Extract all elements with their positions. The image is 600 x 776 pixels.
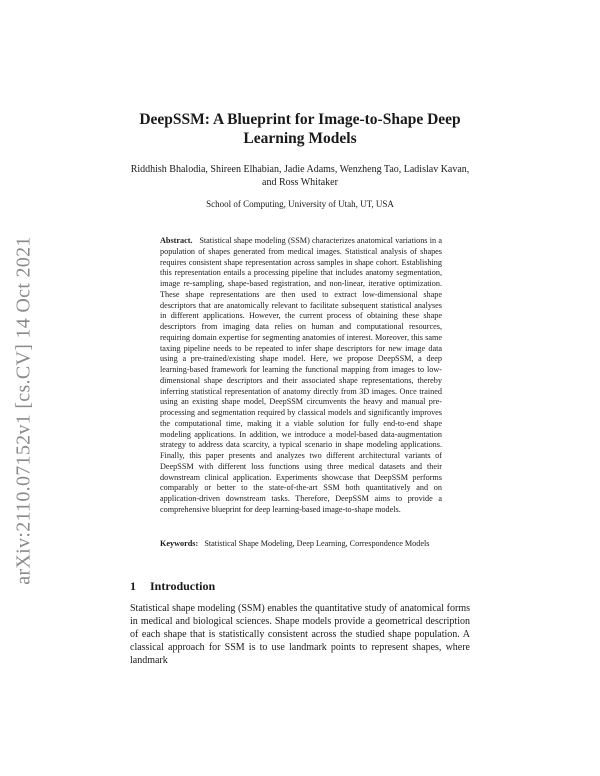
section-heading-introduction <box>130 579 215 594</box>
keywords-text: Statistical Shape Modeling, Deep Learning, Correspondence Models <box>204 539 430 548</box>
abstract-label: Abstract. <box>160 236 198 245</box>
section-title: Introduction <box>150 579 216 593</box>
author-list: Riddhish Bhalodia, Shireen Elhabian, Jadie Adams, Wenzheng Tao, Ladislav Kavan, and Ross Whitaker <box>130 164 470 188</box>
arxiv-identifier-stamp <box>9 230 39 590</box>
section-number: 1 <box>130 579 136 593</box>
abstract-block <box>160 236 442 516</box>
affiliation: School of Computing, University of Utah, UT, USA <box>206 199 394 209</box>
abstract-text: Statistical shape modeling (SSM) characterizes anatomical variations in a population of shapes generated from medical images. Statistical analysis of shapes requires consistent shape representation across samples in shape cohort. Establishing this representation entails a processing pipeline that includes anatomy segmentation, image re-sampling, shape-based registration, and non-linear, iterative optimization. These shape representations are then used to extract low-dimensional shape descriptors that are anatomically relevant to facilitate subsequent statistical analyses in different applications. However, the current process of obtaining these shape descriptors from imaging data relies on human and computational resources, requiring domain expertise for segmenting anatomies of interest. Moreover, this same taxing pipeline needs to be repeated to infer shape descriptors for new image data using a pre-trained/existing shape model. Here, we propose DeepSSM, a deep learning-based framework for learning the functional mapping from images to low-dimensional shape descriptors and their associated shape representations, thereby inferring statistical representation of anatomy directly from 3D images. Once trained using an existing shape model, DeepSSM circumvents the heavy and manual pre-processing and segmentation required by classical models and significantly improves the computational time, making it a viable solution for fully end-to-end shape modeling applications. In addition, we introduce a model-based data-augmentation strategy to address data scarcity, a typical scenario in shape modeling applications. Finally, this paper presents and analyzes two different architectural variants of DeepSSM with different loss functions using three medical datasets and their downstream clinical application. Experiments showcase that DeepSSM performs comparably or better to the state-of-the-art SSM both quantitatively and on application-driven downstream tasks. Therefore, DeepSSM aims to provide a comprehensive blueprint for deep learning-based image-to-shape models. <box>160 236 443 514</box>
keywords-label: Keywords: <box>160 539 203 548</box>
keywords-block <box>160 539 442 550</box>
arxiv-identifier-text: arXiv:2110.07152v1 [cs.CV] 14 Oct 2021 <box>12 235 35 585</box>
paper-title: DeepSSM: A Blueprint for Image-to-Shape Deep Learning Models <box>139 111 461 147</box>
introduction-paragraph: Statistical shape modeling (SSM) enables the quantitative study of anatomical forms in medical and biological sciences. Shape models provide a geometrical description of each shape that is statistically consistent across the studied shape population. A classical approach for SSM is to use landmark points to represent shapes, where landmark <box>130 603 470 666</box>
